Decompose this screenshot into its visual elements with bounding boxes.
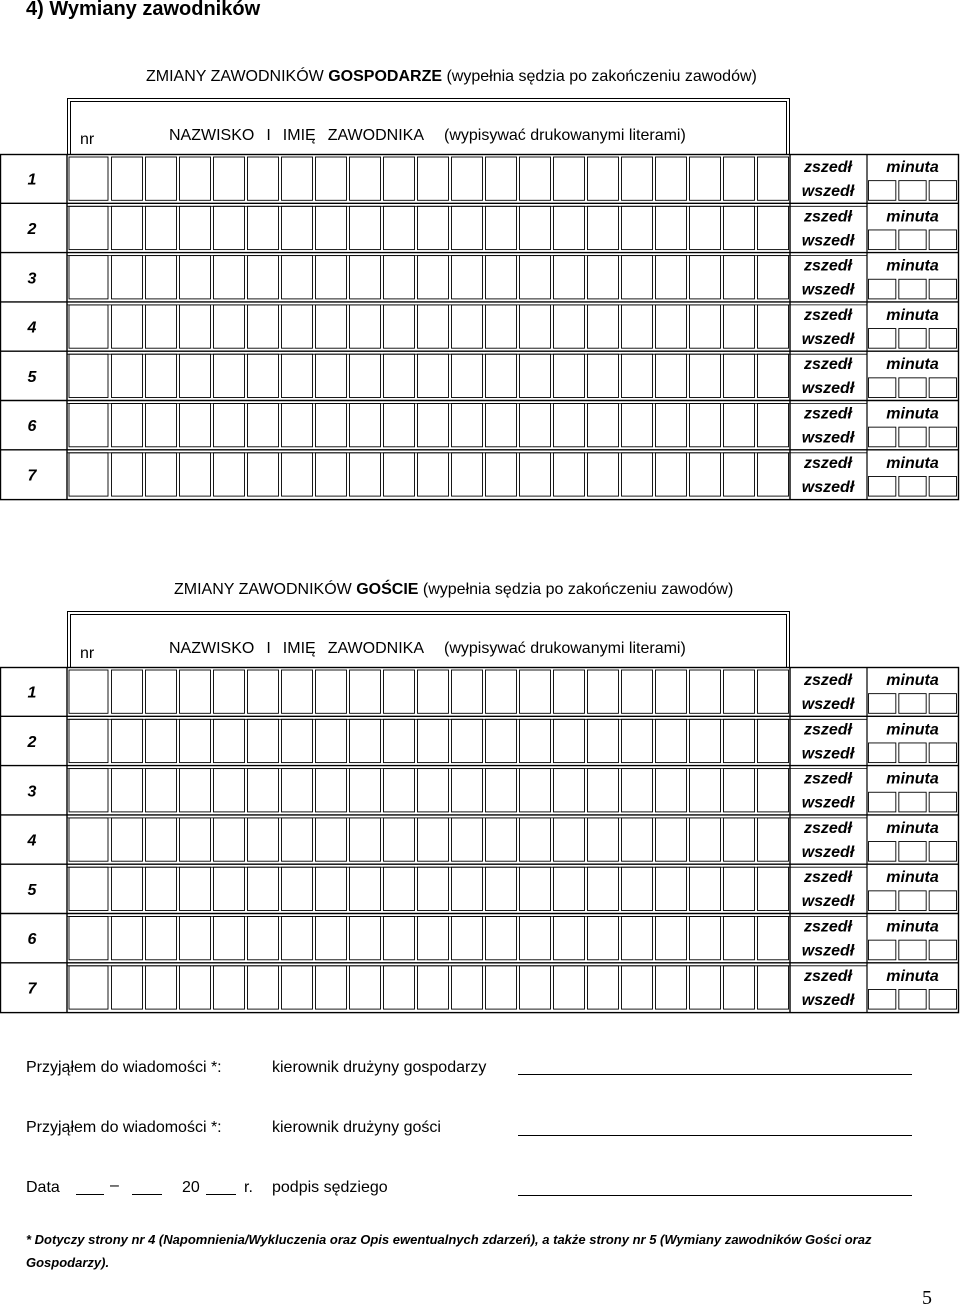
date-day-field[interactable] — [76, 1194, 104, 1195]
minute-digit-cell[interactable] — [929, 743, 956, 763]
name-letter-cell[interactable] — [486, 670, 517, 713]
row-number: 2 — [27, 220, 37, 238]
name-letter-cell[interactable] — [588, 818, 619, 861]
label-in: wszedł — [801, 478, 855, 496]
date-dash: – — [110, 1177, 119, 1194]
label-minute: minuta — [886, 770, 939, 788]
label-minute: minuta — [886, 819, 939, 837]
name-letter-cell[interactable] — [588, 719, 619, 762]
name-letter-cell[interactable] — [282, 966, 313, 1009]
label-minute: minuta — [886, 405, 939, 423]
label-out: zszedł — [803, 454, 853, 472]
name-letter-cell[interactable] — [282, 818, 313, 861]
label-minute: minuta — [886, 356, 939, 374]
player-number-cell[interactable] — [69, 818, 108, 861]
section-title: 4) Wymiany zawodników — [26, 0, 261, 20]
name-letter-cell[interactable] — [656, 867, 687, 910]
name-letter-cell[interactable] — [214, 867, 245, 910]
label-out: zszedł — [803, 967, 853, 985]
name-letter-cell[interactable] — [180, 867, 211, 910]
name-letter-cell[interactable] — [112, 670, 143, 713]
home-caption: ZMIANY ZAWODNIKÓW GOSPODARZE (wypełnia sędzia po zakończeniu zawodów) — [146, 68, 757, 85]
name-letter-cell[interactable] — [486, 769, 517, 812]
name-letter-cell[interactable] — [452, 818, 483, 861]
label-out: zszedł — [803, 159, 853, 176]
name-letter-cell[interactable] — [758, 670, 789, 713]
name-letter-cell[interactable] — [622, 917, 653, 960]
date-year-prefix: 20 — [182, 1179, 200, 1196]
label-minute: minuta — [886, 918, 939, 936]
label-out: zszedł — [803, 869, 853, 887]
label-minute: minuta — [886, 257, 939, 275]
minute-digit-cell[interactable] — [929, 891, 956, 911]
name-letter-cell[interactable] — [690, 719, 721, 762]
name-letter-cell[interactable] — [452, 867, 483, 910]
name-letter-cell[interactable] — [554, 917, 585, 960]
away-ack-label: Przyjąłem do wiadomości *: — [26, 1119, 222, 1136]
name-letter-cell[interactable] — [248, 917, 279, 960]
away-caption: ZMIANY ZAWODNIKÓW GOŚCIE (wypełnia sędzia po zakończeniu zawodów) — [174, 581, 734, 598]
row-number: 7 — [27, 467, 37, 485]
name-letter-cell[interactable] — [316, 818, 347, 861]
name-letter-cell[interactable] — [520, 867, 551, 910]
name-letter-cell[interactable] — [146, 719, 177, 762]
minute-digit-cell[interactable] — [899, 743, 926, 763]
row-number: 5 — [27, 881, 37, 899]
minute-digit-cell[interactable] — [899, 940, 926, 960]
name-letter-cell[interactable] — [316, 867, 347, 910]
minute-digit-cell[interactable] — [929, 940, 956, 960]
name-letter-cell[interactable] — [554, 670, 585, 713]
name-letter-cell[interactable] — [588, 917, 619, 960]
name-letter-cell[interactable] — [452, 719, 483, 762]
away-header-name: NAZWISKO I IMIĘ ZAWODNIKA (wypisywać drukowanymi literami) — [169, 640, 686, 657]
row-number: 5 — [27, 368, 37, 386]
name-letter-cell[interactable] — [622, 966, 653, 1009]
home-manager-label: kierownik drużyny gospodarzy — [272, 1059, 487, 1076]
row-number: 4 — [27, 832, 37, 850]
label-out: zszedł — [803, 306, 853, 324]
label-out: zszedł — [803, 672, 853, 689]
row-number: 2 — [27, 733, 37, 751]
name-letter-cell[interactable] — [452, 966, 483, 1009]
player-number-cell[interactable] — [69, 719, 108, 762]
label-in: wszedł — [801, 330, 855, 348]
name-letter-cell[interactable] — [282, 670, 313, 713]
name-letter-cell[interactable] — [214, 769, 245, 812]
name-letter-cell[interactable] — [350, 670, 381, 713]
row-number: 4 — [27, 319, 37, 337]
name-letter-cell[interactable] — [758, 719, 789, 762]
name-letter-cell[interactable] — [622, 769, 653, 812]
name-letter-cell[interactable] — [248, 966, 279, 1009]
name-letter-cell[interactable] — [656, 769, 687, 812]
name-letter-cell[interactable] — [758, 917, 789, 960]
name-letter-cell[interactable] — [486, 966, 517, 1009]
name-letter-cell[interactable] — [282, 719, 313, 762]
label-in: wszedł — [801, 991, 855, 1009]
minute-digit-cell[interactable] — [869, 940, 896, 960]
label-in: wszedł — [801, 794, 855, 812]
name-letter-cell[interactable] — [554, 769, 585, 812]
label-out: zszedł — [803, 405, 853, 423]
name-letter-cell[interactable] — [588, 670, 619, 713]
name-letter-cell[interactable] — [656, 818, 687, 861]
name-letter-cell[interactable] — [690, 867, 721, 910]
name-letter-cell[interactable] — [350, 917, 381, 960]
label-out: zszedł — [803, 819, 853, 837]
label-in: wszedł — [801, 942, 855, 960]
name-letter-cell[interactable] — [316, 670, 347, 713]
name-letter-cell[interactable] — [214, 670, 245, 713]
name-letter-cell[interactable] — [316, 719, 347, 762]
name-letter-cell[interactable] — [418, 966, 449, 1009]
name-letter-cell[interactable] — [418, 719, 449, 762]
name-letter-cell[interactable] — [520, 719, 551, 762]
name-letter-cell[interactable] — [146, 867, 177, 910]
name-letter-cell[interactable] — [656, 917, 687, 960]
name-letter-cell[interactable] — [112, 818, 143, 861]
name-letter-cell[interactable] — [384, 917, 415, 960]
label-in: wszedł — [801, 281, 855, 299]
name-letter-cell[interactable] — [690, 966, 721, 1009]
name-letter-cell[interactable] — [146, 670, 177, 713]
name-letter-cell[interactable] — [758, 867, 789, 910]
name-letter-cell[interactable] — [282, 917, 313, 960]
player-number-cell[interactable] — [69, 917, 108, 960]
name-letter-cell[interactable] — [622, 670, 653, 713]
referee-signature-label: podpis sędziego — [272, 1179, 388, 1196]
name-letter-cell[interactable] — [486, 867, 517, 910]
row-number: 6 — [27, 418, 37, 436]
name-letter-cell[interactable] — [180, 917, 211, 960]
player-number-cell[interactable] — [69, 769, 108, 812]
name-letter-cell[interactable] — [384, 719, 415, 762]
name-letter-cell[interactable] — [758, 818, 789, 861]
date-year-suffix: r. — [244, 1179, 253, 1196]
name-letter-cell[interactable] — [112, 917, 143, 960]
minute-digit-cell[interactable] — [929, 694, 956, 714]
name-letter-cell[interactable] — [690, 917, 721, 960]
name-letter-cell[interactable] — [724, 966, 755, 1009]
name-letter-cell[interactable] — [758, 966, 789, 1009]
name-letter-cell[interactable] — [486, 917, 517, 960]
home-team-word: GOSPODARZE — [328, 68, 443, 85]
label-in: wszedł — [801, 380, 855, 398]
name-letter-cell[interactable] — [180, 966, 211, 1009]
name-letter-cell[interactable] — [180, 818, 211, 861]
name-letter-cell[interactable] — [214, 818, 245, 861]
name-letter-cell[interactable] — [520, 818, 551, 861]
name-letter-cell[interactable] — [724, 917, 755, 960]
name-letter-cell[interactable] — [724, 670, 755, 713]
name-letter-cell[interactable] — [520, 670, 551, 713]
name-letter-cell[interactable] — [554, 719, 585, 762]
player-number-cell[interactable] — [69, 966, 108, 1009]
minute-digit-cell[interactable] — [899, 891, 926, 911]
home-header-name: NAZWISKO I IMIĘ ZAWODNIKA (wypisywać drukowanymi literami) — [169, 127, 686, 144]
minute-digit-cell[interactable] — [869, 842, 896, 862]
name-letter-cell[interactable] — [452, 769, 483, 812]
label-in: wszedł — [801, 429, 855, 447]
label-out: zszedł — [803, 770, 853, 788]
name-letter-cell[interactable] — [248, 670, 279, 713]
name-letter-cell[interactable] — [112, 719, 143, 762]
row-number: 3 — [27, 270, 37, 288]
name-letter-cell[interactable] — [588, 769, 619, 812]
name-letter-cell[interactable] — [520, 769, 551, 812]
label-out: zszedł — [803, 257, 853, 275]
minute-digit-cell[interactable] — [869, 694, 896, 714]
minute-digit-cell[interactable] — [929, 842, 956, 862]
name-letter-cell[interactable] — [724, 769, 755, 812]
label-minute: minuta — [886, 159, 939, 176]
name-letter-cell[interactable] — [350, 818, 381, 861]
name-letter-cell[interactable] — [418, 670, 449, 713]
footnote: * Dotyczy strony nr 4 (Napomnienia/Wykluczenia oraz Opis ewentualnych zdarzeń), a także strony nr 5 (Wymiany zawodników Gości oraz Gospodarzy). — [26, 1232, 872, 1270]
label-out: zszedł — [803, 208, 853, 226]
name-letter-cell[interactable] — [112, 867, 143, 910]
name-letter-cell[interactable] — [418, 818, 449, 861]
player-number-cell[interactable] — [69, 670, 108, 713]
name-letter-cell[interactable] — [656, 719, 687, 762]
minute-digit-cell[interactable] — [929, 989, 956, 1009]
name-letter-cell[interactable] — [112, 966, 143, 1009]
home-header-nr: nr — [80, 131, 95, 148]
minute-digit-cell[interactable] — [869, 792, 896, 812]
row-number: 6 — [27, 931, 37, 949]
label-in: wszedł — [801, 893, 855, 911]
name-letter-cell[interactable] — [554, 867, 585, 910]
minute-digit-cell[interactable] — [899, 792, 926, 812]
name-letter-cell[interactable] — [316, 917, 347, 960]
label-out: zszedł — [803, 721, 853, 739]
label-minute: minuta — [886, 869, 939, 887]
name-letter-cell[interactable] — [384, 818, 415, 861]
minute-digit-cell[interactable] — [899, 694, 926, 714]
home-manager-signature-line[interactable] — [518, 1074, 912, 1075]
name-letter-cell[interactable] — [554, 966, 585, 1009]
name-letter-cell[interactable] — [520, 917, 551, 960]
name-letter-cell[interactable] — [690, 818, 721, 861]
name-letter-cell[interactable] — [316, 966, 347, 1009]
name-letter-cell[interactable] — [384, 670, 415, 713]
name-letter-cell[interactable] — [282, 867, 313, 910]
name-letter-cell[interactable] — [146, 917, 177, 960]
name-letter-cell[interactable] — [248, 867, 279, 910]
name-letter-cell[interactable] — [724, 818, 755, 861]
away-team-word: GOŚCIE — [356, 581, 419, 598]
name-letter-cell[interactable] — [350, 966, 381, 1009]
name-letter-cell[interactable] — [690, 769, 721, 812]
label-in: wszedł — [801, 843, 855, 861]
label-minute: minuta — [886, 454, 939, 472]
name-letter-cell[interactable] — [350, 719, 381, 762]
name-letter-cell[interactable] — [350, 769, 381, 812]
name-letter-cell[interactable] — [554, 818, 585, 861]
name-letter-cell[interactable] — [486, 818, 517, 861]
name-letter-cell[interactable] — [656, 670, 687, 713]
name-letter-cell[interactable] — [248, 818, 279, 861]
row-number: 3 — [27, 783, 37, 801]
date-year-field[interactable] — [206, 1194, 236, 1195]
minute-digit-cell[interactable] — [869, 743, 896, 763]
label-minute: minuta — [886, 721, 939, 739]
name-letter-cell[interactable] — [146, 769, 177, 812]
name-letter-cell[interactable] — [622, 867, 653, 910]
label-minute: minuta — [886, 967, 939, 985]
date-month-field[interactable] — [132, 1194, 162, 1195]
name-letter-cell[interactable] — [180, 719, 211, 762]
row-number: 1 — [27, 171, 37, 189]
name-letter-cell[interactable] — [452, 917, 483, 960]
name-letter-cell[interactable] — [520, 966, 551, 1009]
away-manager-signature-line[interactable] — [518, 1135, 912, 1136]
row-number: 1 — [27, 684, 37, 702]
away-header-nr: nr — [80, 645, 95, 662]
name-letter-cell[interactable] — [146, 818, 177, 861]
name-letter-cell[interactable] — [622, 818, 653, 861]
name-letter-cell[interactable] — [588, 966, 619, 1009]
name-letter-cell[interactable] — [384, 867, 415, 910]
player-number-cell[interactable] — [69, 867, 108, 910]
name-letter-cell[interactable] — [146, 966, 177, 1009]
name-letter-cell[interactable] — [180, 670, 211, 713]
name-letter-cell[interactable] — [758, 769, 789, 812]
page-number: 5 — [922, 1287, 932, 1309]
name-letter-cell[interactable] — [622, 719, 653, 762]
name-letter-cell[interactable] — [452, 670, 483, 713]
minute-digit-cell[interactable] — [869, 989, 896, 1009]
label-minute: minuta — [886, 306, 939, 324]
label-out: zszedł — [803, 918, 853, 936]
name-letter-cell[interactable] — [282, 769, 313, 812]
label-in: wszedł — [801, 183, 855, 200]
name-letter-cell[interactable] — [316, 769, 347, 812]
name-letter-cell[interactable] — [384, 966, 415, 1009]
minute-digit-cell[interactable] — [869, 891, 896, 911]
name-letter-cell[interactable] — [384, 769, 415, 812]
label-out: zszedł — [803, 356, 853, 374]
referee-signature-line[interactable] — [518, 1195, 912, 1196]
away-manager-label: kierownik drużyny gości — [272, 1119, 441, 1136]
name-letter-cell[interactable] — [486, 719, 517, 762]
name-letter-cell[interactable] — [248, 769, 279, 812]
name-letter-cell[interactable] — [724, 867, 755, 910]
name-letter-cell[interactable] — [214, 719, 245, 762]
name-letter-cell[interactable] — [724, 719, 755, 762]
name-letter-cell[interactable] — [248, 719, 279, 762]
name-letter-cell[interactable] — [656, 966, 687, 1009]
minute-digit-cell[interactable] — [929, 792, 956, 812]
name-letter-cell[interactable] — [588, 867, 619, 910]
name-letter-cell[interactable] — [112, 769, 143, 812]
home-ack-label: Przyjąłem do wiadomości *: — [26, 1059, 222, 1076]
minute-digit-cell[interactable] — [899, 842, 926, 862]
label-in: wszedł — [801, 745, 855, 763]
name-letter-cell[interactable] — [180, 769, 211, 812]
label-in: wszedł — [801, 696, 855, 713]
name-letter-cell[interactable] — [214, 917, 245, 960]
label-minute: minuta — [886, 208, 939, 226]
date-label: Data — [26, 1179, 60, 1196]
name-letter-cell[interactable] — [418, 867, 449, 910]
name-letter-cell[interactable] — [350, 867, 381, 910]
minute-digit-cell[interactable] — [899, 989, 926, 1009]
label-minute: minuta — [886, 672, 939, 689]
name-letter-cell[interactable] — [418, 769, 449, 812]
label-in: wszedł — [801, 232, 855, 250]
name-letter-cell[interactable] — [690, 670, 721, 713]
row-number: 7 — [27, 980, 37, 998]
name-letter-cell[interactable] — [214, 966, 245, 1009]
name-letter-cell[interactable] — [418, 917, 449, 960]
